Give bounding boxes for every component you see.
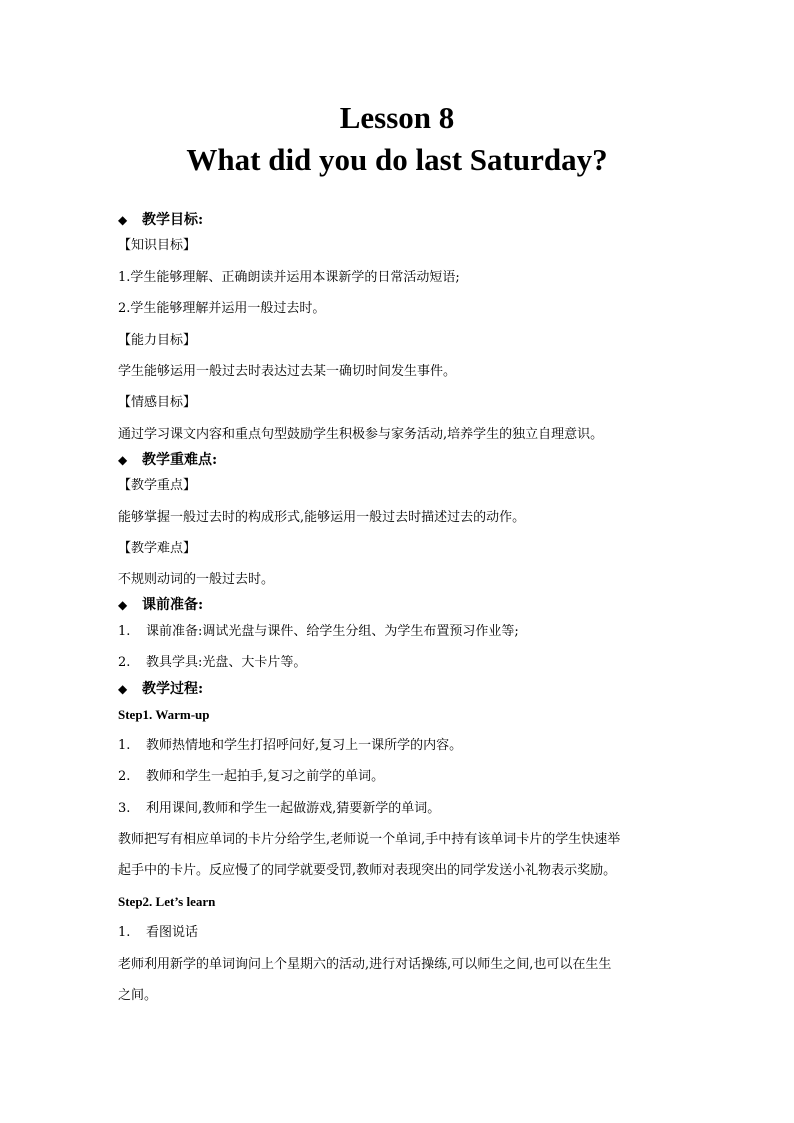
diamond-bullet-icon: ◆: [118, 682, 128, 696]
subheading-ability-objectives: 【能力目标】: [118, 333, 197, 348]
step-heading-lets-learn: Step2. Let’s learn: [118, 894, 216, 909]
list-number: 2.: [118, 655, 131, 670]
emotional-objective-text: 通过学习课文内容和重点句型鼓励学生积极参与家务活动,培养学生的独立自理意识。: [118, 427, 604, 442]
list-text: 教师热情地和学生打招呼问好,复习上一课所学的内容。: [146, 738, 463, 753]
section-heading-text: 教学重难点:: [142, 452, 218, 468]
list-text: 课前准备:调试光盘与课件、给学生分组、为学生布置预习作业等;: [146, 624, 519, 639]
subheading-emotional-objectives: 【情感目标】: [118, 395, 197, 410]
section-heading-objectives: [118, 211, 203, 229]
list-number: 1.: [118, 925, 131, 940]
list-text: 看图说话: [146, 925, 199, 940]
warm-up-item-2: [118, 768, 384, 786]
diamond-bullet-icon: ◆: [118, 453, 128, 467]
section-heading-preparation: [118, 596, 203, 614]
list-number: 2.: [118, 769, 131, 784]
key-point-text: 能够掌握一般过去时的构成形式,能够运用一般过去时描述过去的动作。: [118, 510, 526, 525]
list-text: 教具学具:光盘、大卡片等。: [146, 655, 307, 670]
warm-up-item-1: [118, 737, 462, 755]
ability-objective-text: 学生能够运用一般过去时表达过去某一确切时间发生事件。: [118, 364, 457, 379]
warm-up-paragraph-line-1: 教师把写有相应单词的卡片分给学生,老师说一个单词,手中持有该单词卡片的学生快速举: [118, 832, 621, 847]
list-text: 教师和学生一起拍手,复习之前学的单词。: [146, 769, 385, 784]
lets-learn-item-1: [118, 924, 198, 942]
difficult-point-text: 不规则动词的一般过去时。: [118, 572, 275, 587]
preparation-item-2: [118, 654, 306, 672]
warm-up-paragraph-line-2: 起手中的卡片。反应慢了的同学就要受罚,教师对表现突出的同学发送小礼物表示奖励。: [118, 863, 617, 878]
preparation-item-1: [118, 623, 519, 641]
section-heading-text: 教学目标:: [142, 212, 204, 228]
section-heading-text: 教学过程:: [142, 681, 204, 697]
warm-up-item-3: [118, 800, 440, 818]
diamond-bullet-icon: ◆: [118, 213, 128, 227]
lesson-question-title: What did you do last Saturday?: [186, 142, 608, 177]
section-heading-process: [118, 680, 203, 698]
lets-learn-paragraph-line-1: 老师利用新学的单词询问上个星期六的活动,进行对话操练,可以师生之间,也可以在生生: [118, 957, 612, 972]
subheading-difficult-point: 【教学难点】: [118, 541, 197, 556]
list-text: 利用课间,教师和学生一起做游戏,猜要新学的单词。: [146, 801, 441, 816]
lesson-number-title: Lesson 8: [339, 100, 455, 135]
lets-learn-paragraph-line-2: 之间。: [118, 988, 158, 1003]
list-number: 3.: [118, 801, 131, 816]
subheading-key-point: 【教学重点】: [118, 478, 197, 493]
objective-item-1: 1.学生能够理解、正确朗读并运用本课新学的日常活动短语;: [118, 270, 460, 285]
section-heading-key-points: [118, 451, 217, 469]
subheading-knowledge-objectives: 【知识目标】: [118, 238, 197, 253]
section-heading-text: 课前准备:: [142, 597, 204, 613]
diamond-bullet-icon: ◆: [118, 598, 128, 612]
objective-item-2: 2.学生能够理解并运用一般过去时。: [118, 301, 326, 316]
list-number: 1.: [118, 738, 131, 753]
step-heading-warm-up: Step1. Warm-up: [118, 707, 210, 722]
list-number: 1.: [118, 624, 131, 639]
